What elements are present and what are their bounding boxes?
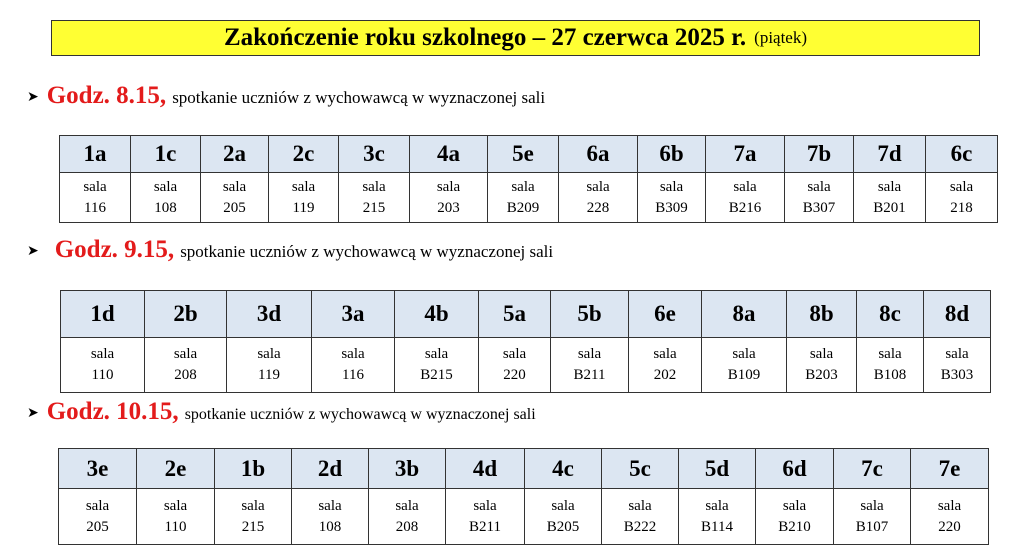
room-word: sala bbox=[395, 497, 419, 514]
session-time: Godz. 10.15, bbox=[46, 398, 179, 425]
class-cell: 2e bbox=[137, 449, 215, 489]
room-word: sala bbox=[945, 346, 969, 362]
room-word: sala bbox=[577, 346, 602, 362]
room-word: sala bbox=[659, 178, 684, 195]
class-cell: 8c bbox=[857, 291, 924, 338]
room-cell bbox=[629, 338, 702, 393]
room-word: sala bbox=[705, 497, 729, 514]
room-cell bbox=[131, 173, 201, 223]
room-cell bbox=[857, 338, 924, 393]
room-number: B205 bbox=[546, 518, 580, 535]
room-number: 110 bbox=[164, 518, 187, 535]
room-word: sala bbox=[878, 346, 902, 362]
room-cell bbox=[924, 338, 991, 393]
room-word: sala bbox=[163, 497, 188, 514]
room-cell bbox=[706, 173, 785, 223]
room-word: sala bbox=[257, 346, 281, 362]
room-word: sala bbox=[782, 497, 807, 514]
class-cell: 3c bbox=[339, 136, 410, 173]
room-word: sala bbox=[586, 178, 610, 195]
schedule-table-1 bbox=[59, 135, 998, 223]
room-number: 205 bbox=[223, 199, 246, 216]
class-cell: 6d bbox=[756, 449, 834, 489]
class-cell: 7c bbox=[834, 449, 911, 489]
room-number: B215 bbox=[420, 367, 453, 383]
room-number: B309 bbox=[655, 199, 688, 216]
room-word: sala bbox=[153, 178, 178, 195]
room-word: sala bbox=[949, 178, 974, 195]
class-cell: 6b bbox=[638, 136, 706, 173]
room-number: 228 bbox=[586, 199, 610, 216]
session-heading-3 bbox=[27, 398, 536, 426]
room-number: B201 bbox=[873, 199, 906, 216]
room-cell bbox=[559, 173, 638, 223]
class-cell: 1b bbox=[215, 449, 292, 489]
room-cell bbox=[551, 338, 629, 393]
arrow-bullet-icon: ➤ bbox=[27, 406, 39, 421]
room-row bbox=[59, 489, 989, 545]
page-title-day: (piątek) bbox=[754, 28, 808, 47]
room-number: 205 bbox=[86, 518, 109, 535]
room-word: sala bbox=[653, 346, 677, 362]
class-cell: 2d bbox=[292, 449, 369, 489]
class-cell: 3e bbox=[59, 449, 137, 489]
room-number: B108 bbox=[873, 367, 907, 383]
room-number: B203 bbox=[805, 367, 838, 383]
class-cell: 6c bbox=[926, 136, 998, 173]
room-cell bbox=[926, 173, 998, 223]
room-word: sala bbox=[318, 497, 342, 514]
class-row bbox=[60, 136, 998, 173]
schedule-table-2 bbox=[60, 290, 991, 393]
room-number: 215 bbox=[362, 199, 386, 216]
room-number: B114 bbox=[701, 518, 733, 535]
class-cell: 8b bbox=[787, 291, 857, 338]
room-word: sala bbox=[436, 178, 461, 195]
class-cell: 4d bbox=[446, 449, 525, 489]
class-cell: 8d bbox=[924, 291, 991, 338]
room-row bbox=[60, 173, 998, 223]
room-row bbox=[61, 338, 991, 393]
room-cell bbox=[59, 489, 137, 545]
class-cell: 3d bbox=[227, 291, 312, 338]
room-number: B107 bbox=[855, 518, 889, 535]
class-cell: 7a bbox=[706, 136, 785, 173]
class-cell: 7d bbox=[854, 136, 926, 173]
room-word: sala bbox=[473, 497, 497, 514]
room-word: sala bbox=[83, 178, 107, 195]
room-number: B216 bbox=[728, 199, 762, 216]
session-time: Godz. 8.15, bbox=[46, 82, 167, 109]
room-cell bbox=[756, 489, 834, 545]
session-heading-1 bbox=[27, 82, 545, 110]
room-cell bbox=[679, 489, 756, 545]
room-cell bbox=[479, 338, 551, 393]
room-word: sala bbox=[502, 346, 527, 362]
class-cell: 5c bbox=[602, 449, 679, 489]
class-cell: 6e bbox=[629, 291, 702, 338]
arrow-bullet-icon: ➤ bbox=[27, 90, 39, 105]
room-word: sala bbox=[241, 497, 265, 514]
room-cell bbox=[369, 489, 446, 545]
room-word: sala bbox=[90, 346, 115, 362]
title-box bbox=[51, 20, 980, 56]
room-cell bbox=[911, 489, 989, 545]
room-number: B109 bbox=[727, 367, 761, 383]
room-cell bbox=[137, 489, 215, 545]
class-cell: 1d bbox=[61, 291, 145, 338]
room-number: B307 bbox=[802, 199, 836, 216]
room-word: sala bbox=[809, 346, 834, 362]
room-number: 208 bbox=[174, 367, 197, 383]
class-cell: 5a bbox=[479, 291, 551, 338]
room-cell bbox=[269, 173, 339, 223]
session-heading-2 bbox=[27, 236, 553, 264]
room-number: 220 bbox=[938, 518, 961, 535]
room-word: sala bbox=[222, 178, 247, 195]
room-cell bbox=[834, 489, 911, 545]
class-cell: 5e bbox=[488, 136, 559, 173]
arrow-bullet-icon: ➤ bbox=[27, 244, 39, 259]
room-cell bbox=[227, 338, 312, 393]
room-number: 108 bbox=[318, 518, 342, 535]
room-cell bbox=[395, 338, 479, 393]
class-row bbox=[59, 449, 989, 489]
room-cell bbox=[145, 338, 227, 393]
room-cell bbox=[854, 173, 926, 223]
class-cell: 3b bbox=[369, 449, 446, 489]
session-description: spotkanie uczniów z wychowawcą w wyznaczonej sali bbox=[184, 406, 536, 423]
room-number: B210 bbox=[778, 518, 811, 535]
session-description: spotkanie uczniów z wychowawcą w wyznaczonej sali bbox=[180, 242, 554, 261]
class-cell: 2a bbox=[201, 136, 269, 173]
room-number: 116 bbox=[84, 199, 106, 216]
class-cell: 7b bbox=[785, 136, 854, 173]
room-word: sala bbox=[733, 178, 757, 195]
class-cell: 8a bbox=[702, 291, 787, 338]
room-cell bbox=[785, 173, 854, 223]
room-cell bbox=[292, 489, 369, 545]
room-word: sala bbox=[807, 178, 831, 195]
session-time: Godz. 9.15, bbox=[54, 236, 175, 263]
room-word: sala bbox=[85, 497, 110, 514]
room-number: 108 bbox=[154, 199, 177, 216]
session-description: spotkanie uczniów z wychowawcą w wyznaczonej sali bbox=[172, 88, 546, 107]
room-word: sala bbox=[551, 497, 575, 514]
class-cell: 4b bbox=[395, 291, 479, 338]
room-cell bbox=[339, 173, 410, 223]
class-cell: 2b bbox=[145, 291, 227, 338]
class-row bbox=[61, 291, 991, 338]
room-number: 110 bbox=[91, 367, 114, 383]
room-number: 119 bbox=[258, 367, 280, 383]
class-cell: 3a bbox=[312, 291, 395, 338]
room-number: 220 bbox=[503, 367, 526, 383]
class-cell: 6a bbox=[559, 136, 638, 173]
room-word: sala bbox=[511, 178, 535, 195]
room-cell bbox=[61, 338, 145, 393]
room-number: B211 bbox=[469, 518, 501, 535]
room-number: 202 bbox=[653, 367, 677, 383]
room-word: sala bbox=[937, 497, 962, 514]
room-word: sala bbox=[291, 178, 316, 195]
class-cell: 1a bbox=[60, 136, 131, 173]
room-word: sala bbox=[341, 346, 365, 362]
room-cell bbox=[787, 338, 857, 393]
class-cell: 5d bbox=[679, 449, 756, 489]
room-cell bbox=[638, 173, 706, 223]
room-number: B222 bbox=[623, 518, 657, 535]
room-cell bbox=[201, 173, 269, 223]
class-cell: 2c bbox=[269, 136, 339, 173]
class-cell: 5b bbox=[551, 291, 629, 338]
class-cell: 1c bbox=[131, 136, 201, 173]
class-cell: 4c bbox=[525, 449, 602, 489]
room-number: B209 bbox=[506, 199, 540, 216]
room-cell bbox=[410, 173, 488, 223]
room-number: 208 bbox=[395, 518, 419, 535]
room-number: 116 bbox=[342, 367, 364, 383]
room-number: B303 bbox=[940, 367, 974, 383]
room-word: sala bbox=[362, 178, 386, 195]
room-cell bbox=[215, 489, 292, 545]
room-word: sala bbox=[628, 497, 652, 514]
room-word: sala bbox=[173, 346, 198, 362]
room-cell bbox=[602, 489, 679, 545]
room-word: sala bbox=[424, 346, 449, 362]
room-cell bbox=[312, 338, 395, 393]
room-number: B211 bbox=[573, 367, 606, 383]
room-number: 203 bbox=[437, 199, 460, 216]
room-number: 218 bbox=[950, 199, 973, 216]
class-cell: 4a bbox=[410, 136, 488, 173]
class-cell: 7e bbox=[911, 449, 989, 489]
room-word: sala bbox=[732, 346, 756, 362]
room-word: sala bbox=[860, 497, 884, 514]
room-cell bbox=[525, 489, 602, 545]
room-number: 215 bbox=[241, 518, 265, 535]
room-cell bbox=[488, 173, 559, 223]
room-number: 119 bbox=[292, 199, 315, 216]
room-cell bbox=[60, 173, 131, 223]
room-cell bbox=[446, 489, 525, 545]
page-title: Zakończenie roku szkolnego – 27 czerwca 2025 r. bbox=[223, 24, 747, 51]
room-cell bbox=[702, 338, 787, 393]
room-word: sala bbox=[877, 178, 902, 195]
schedule-table-3 bbox=[58, 448, 989, 545]
